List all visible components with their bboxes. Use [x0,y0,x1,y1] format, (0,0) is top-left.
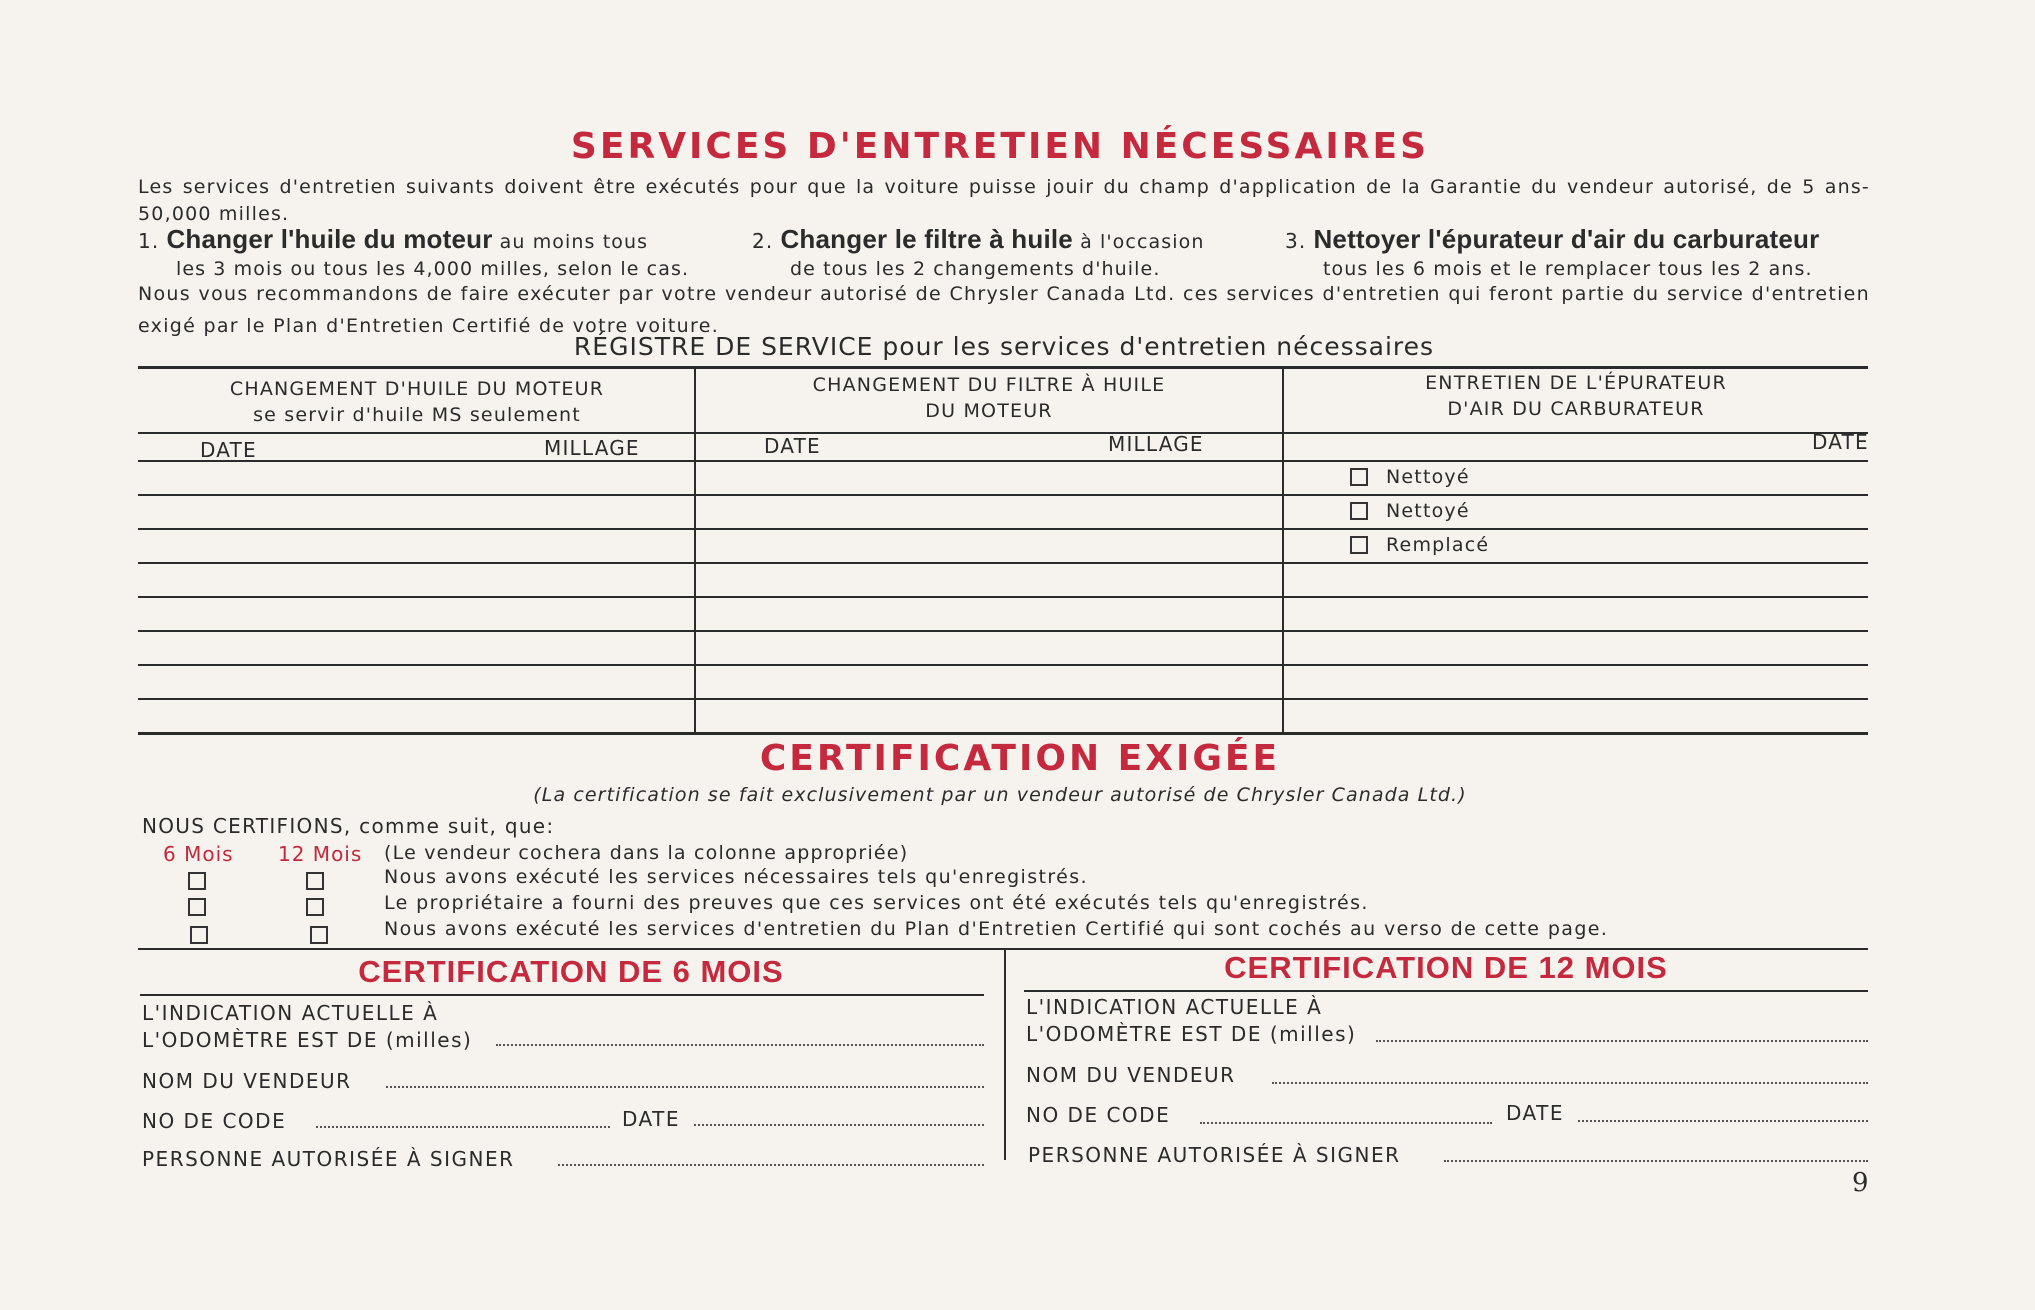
requirement-number: 2. [752,229,774,253]
table-row-rule [138,698,1868,700]
table-top-rule [138,366,1868,369]
cert12-odometer-label [1026,994,1356,1048]
check-label: Remplacé [1386,534,1490,556]
cert6-date-field[interactable] [694,1124,984,1126]
odometer-line2: L'ODOMÈTRE EST DE (milles) [1026,1022,1357,1046]
requirement-detail: de tous les 2 changements d'huile. [790,258,1161,280]
odometer-line1: L'INDICATION ACTUELLE À [142,1001,439,1025]
checkbox-12mois-3[interactable] [310,926,328,944]
col-header-oil-filter [696,372,1282,424]
col1-millage-label: MILLAGE [544,436,640,460]
table-row-rule [138,596,1868,598]
odometer-line1: L'INDICATION ACTUELLE À [1026,995,1323,1019]
cert6-title: CERTIFICATION DE 6 MOIS [358,954,784,989]
requirement-after: à l'occasion [1080,231,1205,253]
col-header-line2: DU MOTEUR [925,400,1053,422]
certifions-text: NOUS CERTIFIONS, comme suit, que: [142,814,555,838]
check-nettoye-2[interactable] [1350,500,1470,522]
col1-date-label: DATE [200,438,257,462]
cert12-code-field[interactable] [1200,1122,1492,1124]
check-remplace[interactable] [1350,534,1489,556]
requirement-number: 1. [138,229,160,253]
six-month-column-label: 6 Mois [163,842,234,866]
cert12-date-label: DATE [1506,1101,1565,1125]
col-header-line1: CHANGEMENT DU FILTRE À HUILE [812,374,1166,396]
requirement-1 [138,226,689,283]
cert12-signer-field[interactable] [1444,1160,1868,1162]
table-row-rule [138,562,1868,564]
odometer-line2: L'ODOMÈTRE EST DE (milles) [142,1028,473,1052]
cert6-odometer-field[interactable] [496,1044,984,1046]
intro-text: Les services d'entretien suivants doivent être exécutés pour que la voiture puisse jouir du champ d'application de la Garantie du vendeur autorisé, de 5 ans-50,000 milles. [138,176,1870,225]
col-header-line1: CHANGEMENT D'HUILE DU MOTEUR [229,378,605,400]
table-row-rule [138,630,1868,632]
certification-note: (La certification se fait exclusivement par un vendeur autorisé de Chrysler Canada Ltd.) [533,784,1467,806]
requirement-3 [1285,226,1819,283]
requirement-detail: tous les 6 mois et le remplacer tous les 2 ans. [1323,258,1813,280]
table-row-rule [138,664,1868,666]
cert6-signer-field[interactable] [558,1164,984,1166]
requirement-detail: les 3 mois ou tous les 4,000 milles, selon le cas. [176,258,690,280]
cert6-code-label: NO DE CODE [142,1109,287,1133]
cert12-date-field[interactable] [1578,1120,1868,1122]
cert6-vendor-field[interactable] [386,1086,984,1088]
statement-2: Le propriétaire a fourni des preuves que ces services ont été exécutés tels qu'enregistrés. [384,892,1369,914]
register-title: RÉGISTRE DE SERVICE pour les services d'entretien nécessaires [573,332,1435,361]
checkbox-12mois-1[interactable] [306,872,324,890]
col-header-line2: se servir d'huile MS seulement [253,404,581,426]
requirement-heading: Changer l'huile du moteur [166,224,493,254]
table-row-rule [138,494,1868,496]
cert6-odometer-label [142,1000,472,1054]
col3-date-label: DATE [1812,430,1869,454]
table-row-rule [138,528,1868,530]
cert12-vendor-field[interactable] [1272,1082,1868,1084]
col2-millage-label: MILLAGE [1108,432,1204,456]
col2-date-label: DATE [764,434,821,458]
table-col-divider [1282,368,1284,732]
check-label: Nettoyé [1386,466,1470,488]
cert6-code-field[interactable] [316,1126,610,1128]
cert12-signer-label: PERSONNE AUTORISÉE À SIGNER [1028,1143,1401,1167]
page-number: 9 [1852,1168,1869,1198]
checkbox[interactable] [1350,536,1368,554]
checkbox[interactable] [1350,468,1368,486]
requirement-2 [752,226,1204,283]
cert6-date-label: DATE [622,1107,681,1131]
cert12-code-label: NO DE CODE [1026,1103,1171,1127]
twelve-month-column-label: 12 Mois [278,842,363,866]
certification-title: CERTIFICATION EXIGÉE [759,738,1281,779]
page-title: SERVICES D'ENTRETIEN NÉCESSAIRES [570,126,1430,167]
checkbox-6mois-2[interactable] [188,898,206,916]
cert12-title: CERTIFICATION DE 12 MOIS [1224,950,1668,985]
check-nettoye-1[interactable] [1350,466,1470,488]
checkbox[interactable] [1350,502,1368,520]
check-label: Nettoyé [1386,500,1470,522]
table-header-rule [138,432,1868,434]
col-header-oil-change [140,376,694,428]
cert12-vendor-label: NOM DU VENDEUR [1026,1063,1236,1087]
requirement-heading: Nettoyer l'épurateur d'air du carburateur [1313,224,1820,254]
checkbox-6mois-1[interactable] [188,872,206,890]
cert6-title-rule [140,994,984,996]
checkbox-6mois-3[interactable] [190,926,208,944]
cert6-vendor-label: NOM DU VENDEUR [142,1069,352,1093]
statement-3: Nous avons exécuté les services d'entretien du Plan d'Entretien Certifié qui sont cochés au verso de cette page. [384,918,1609,940]
table-bottom-rule [138,732,1868,735]
cert6-signer-label: PERSONNE AUTORISÉE À SIGNER [142,1147,515,1171]
recommendation-text: Nous vous recommandons de faire exécuter par votre vendeur autorisé de Chrysler Canada Ltd. ces services d'entretien qui feront partie du service d'entretien exigé par le Plan d'Entretien Certifié de votre voiture. [138,283,1870,337]
col-header-line1: ENTRETIEN DE L'ÉPURATEUR [1425,372,1727,394]
checkbox-12mois-2[interactable] [306,898,324,916]
statement-1: Nous avons exécuté les services nécessaires tels qu'enregistrés. [384,866,1089,888]
cert12-title-rule [1024,990,1868,992]
col-header-air-cleaner [1284,370,1868,422]
requirement-number: 3. [1285,229,1307,253]
table-subheader-rule [138,460,1868,462]
requirement-heading: Changer le filtre à huile [780,224,1073,254]
cert12-odometer-field[interactable] [1376,1040,1868,1042]
requirement-after: au moins tous [499,231,649,253]
col-header-line2: D'AIR DU CARBURATEUR [1447,398,1705,420]
column-instruction: (Le vendeur cochera dans la colonne appropriée) [384,842,909,864]
